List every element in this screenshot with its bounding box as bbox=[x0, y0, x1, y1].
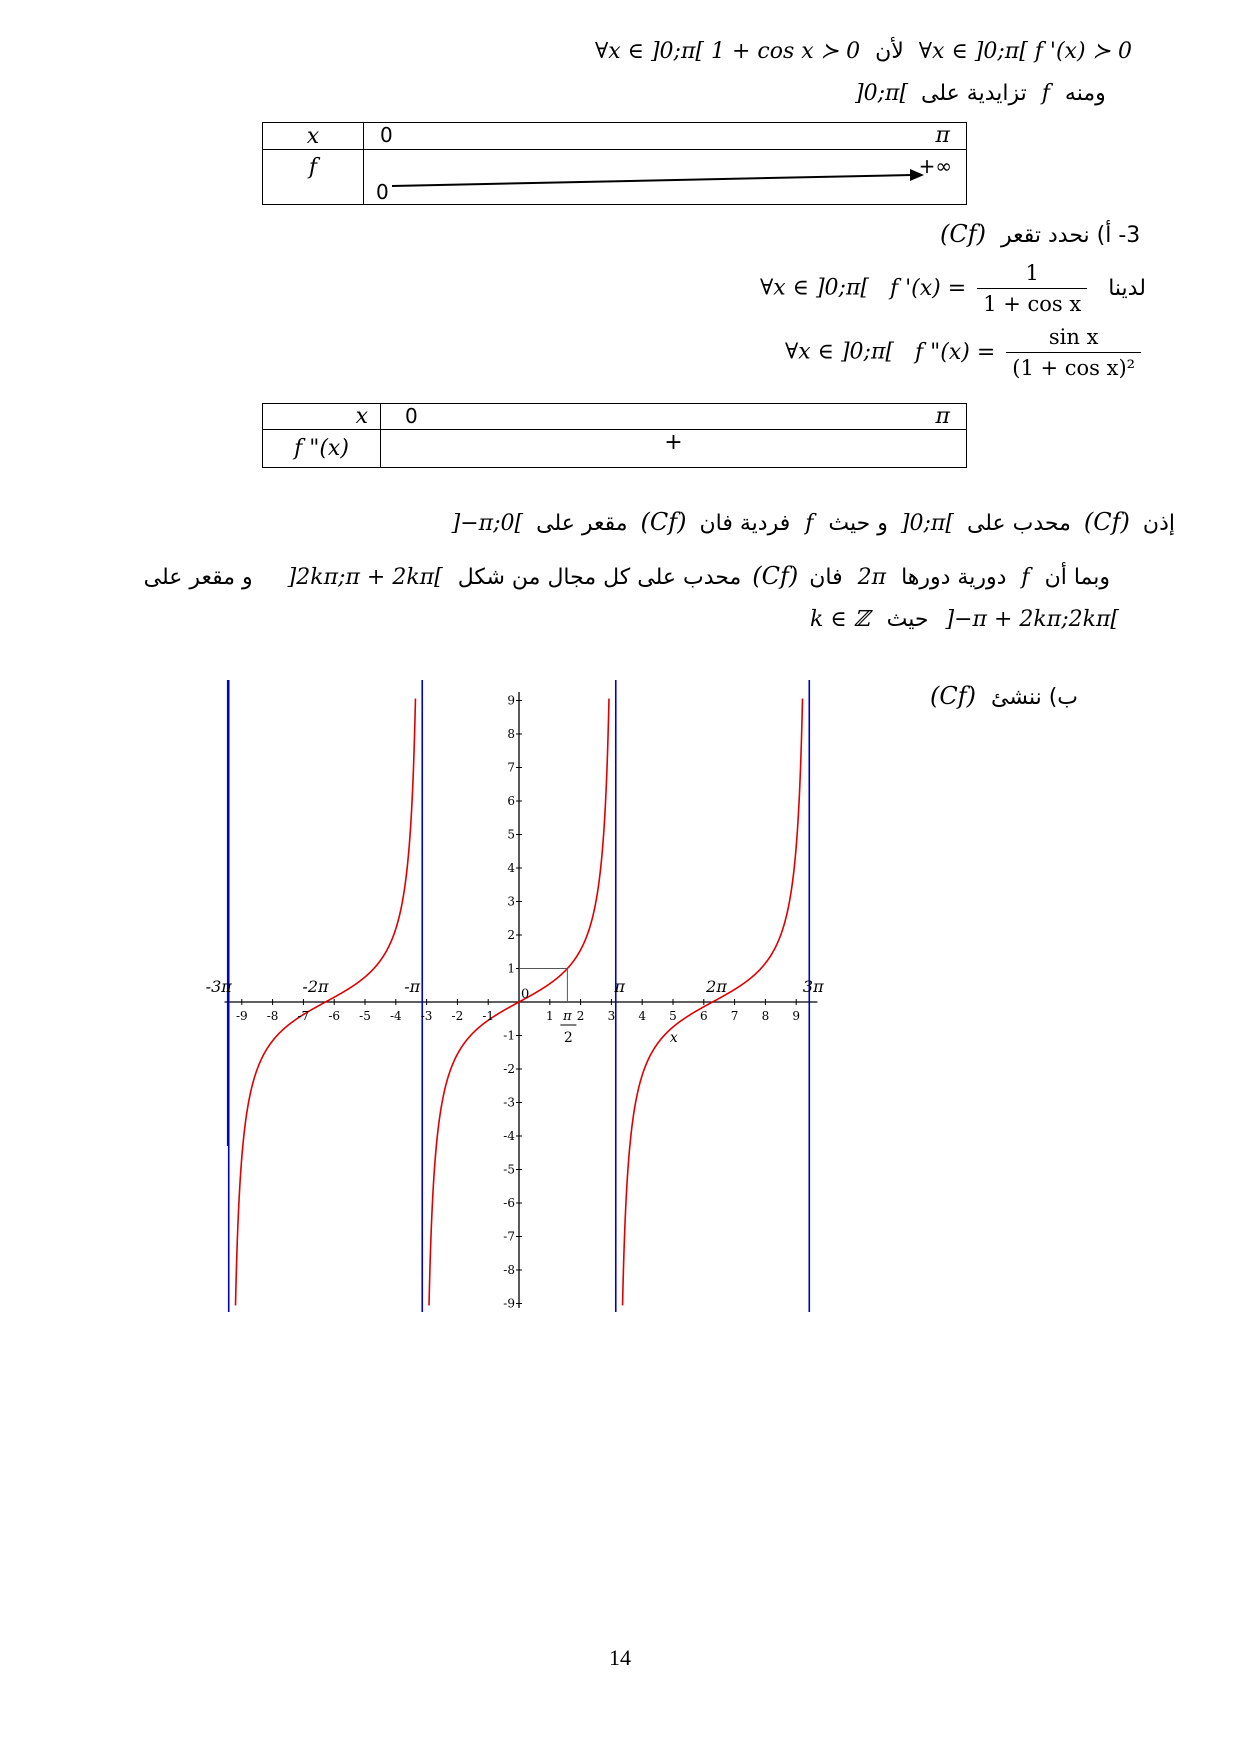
f-end-value: +∞ bbox=[918, 154, 952, 178]
interval-minus-pi-2kpi: ]−π + 2kπ;2kπ[ bbox=[945, 607, 1119, 632]
x-tick-label: 3 bbox=[607, 1009, 616, 1023]
increasing-arrow bbox=[364, 150, 964, 205]
f-symbol: f bbox=[1041, 81, 1050, 106]
x-axis-label: x bbox=[669, 1030, 678, 1046]
curve-cf: (Cf) bbox=[640, 508, 687, 536]
derivative-positive-formula: ∀x ∈ ]0;π[ f '(x) ≻ 0 bbox=[918, 39, 1132, 64]
x-end: π bbox=[935, 404, 950, 429]
x-tick-label: 2 bbox=[576, 1009, 585, 1023]
x-tick-label: -1 bbox=[482, 1009, 495, 1023]
sign-plus: + bbox=[664, 430, 683, 455]
y-tick-label: -1 bbox=[503, 1028, 515, 1043]
y-tick-label: -5 bbox=[503, 1162, 515, 1177]
y-tick-label: -9 bbox=[503, 1296, 515, 1311]
y-tick-label: -8 bbox=[503, 1263, 515, 1277]
pi-label: 2π bbox=[706, 977, 727, 996]
x-start: 0 bbox=[405, 404, 418, 428]
denominator: 1 + cos x bbox=[983, 292, 1082, 316]
x-tick-label: 8 bbox=[761, 1009, 770, 1023]
concave-on-text: مقعر على bbox=[536, 511, 628, 536]
f-label: f bbox=[308, 155, 318, 180]
fraction-sin-over-square bbox=[1006, 322, 1141, 383]
line-first-derivative bbox=[760, 258, 1146, 319]
line-concavity-title bbox=[940, 220, 1140, 250]
y-tick-label: -2 bbox=[503, 1062, 515, 1076]
x-tick-label: 9 bbox=[792, 1009, 801, 1023]
x-start: 0 bbox=[380, 123, 393, 147]
sign-table bbox=[262, 403, 967, 468]
f-start-value: 0 bbox=[376, 180, 389, 204]
plot-title-text: ب) ننشئ bbox=[991, 685, 1079, 710]
x-tick-label: -5 bbox=[359, 1009, 371, 1023]
periodic-text: دورية دورها bbox=[901, 565, 1007, 590]
page-number: 14 bbox=[609, 1645, 631, 1670]
denominator: (1 + cos x)² bbox=[1012, 356, 1136, 380]
numerator: 1 bbox=[977, 258, 1087, 289]
y-tick-label: 2 bbox=[507, 928, 515, 942]
we-have-word: لدينا bbox=[1108, 275, 1146, 301]
line-convex-concave bbox=[440, 508, 1175, 538]
y-tick-label: 4 bbox=[507, 861, 515, 875]
where-word: حيث bbox=[886, 607, 929, 632]
pi-half-denominator: 2 bbox=[563, 1030, 573, 1046]
convex-on-text: محدب على bbox=[966, 511, 1071, 536]
f-second-label: f "(x) bbox=[294, 436, 349, 461]
interval-0-pi: ]0;π[ bbox=[900, 511, 954, 536]
x-label: x bbox=[306, 123, 320, 149]
fraction-1-over-1-cos bbox=[977, 258, 1087, 319]
y-tick-label: -3 bbox=[503, 1095, 515, 1110]
line-increasing bbox=[855, 80, 1106, 108]
x-end: π bbox=[935, 123, 950, 148]
y-tick-label: -6 bbox=[503, 1196, 515, 1210]
f-symbol: f bbox=[1021, 565, 1030, 590]
concavity-title-text: 3- أ) نحدد تقعر bbox=[1001, 223, 1141, 248]
odd-then-text: فردية فان bbox=[699, 511, 791, 536]
origin-label: 0 bbox=[521, 987, 530, 1002]
x-tick-label: 4 bbox=[638, 1009, 647, 1023]
x-tick-label: 5 bbox=[669, 1009, 677, 1023]
then-word: فان bbox=[809, 565, 843, 590]
y-tick-label: 7 bbox=[507, 760, 515, 775]
y-tick-label: -7 bbox=[503, 1229, 515, 1244]
x-tick-label: 6 bbox=[699, 1009, 708, 1023]
x-tick-label: 1 bbox=[545, 1009, 554, 1023]
interval-minus-pi-0: ]−π;0[ bbox=[451, 511, 524, 536]
x-tick-label: -4 bbox=[389, 1009, 402, 1023]
x-tick-label: -8 bbox=[266, 1009, 279, 1023]
therefore-word: ومنه bbox=[1064, 81, 1106, 106]
pi-label: -3π bbox=[205, 977, 232, 996]
f-second-lhs: f "(x) = bbox=[915, 339, 996, 365]
convex-on-each-interval-text: محدب على كل مجال من شكل bbox=[457, 565, 742, 590]
y-tick-label: 1 bbox=[507, 961, 515, 976]
pi-label: π bbox=[614, 977, 626, 996]
line-derivative-sign bbox=[595, 38, 1132, 66]
curve-cf: (Cf) bbox=[940, 220, 986, 248]
increasing-text: تزايدية على bbox=[921, 81, 1027, 106]
f-symbol: f bbox=[805, 511, 814, 536]
interval-0-pi: ]0;π[ bbox=[855, 81, 909, 106]
x-tick-label: -6 bbox=[328, 1009, 341, 1023]
and-since-text: و حيث bbox=[828, 511, 888, 536]
k-integer: k ∈ ℤ bbox=[810, 607, 870, 632]
domain-formula: ∀x ∈ ]0;π[ bbox=[760, 275, 869, 301]
y-tick-label: 9 bbox=[507, 693, 515, 708]
y-tick-label: 3 bbox=[507, 894, 515, 909]
y-tick-label: -4 bbox=[503, 1129, 515, 1143]
curve-cf: (Cf) bbox=[1083, 508, 1130, 536]
x-tick-label: -7 bbox=[297, 1009, 310, 1023]
interval-2kpi: ]2kπ;π + 2kπ[ bbox=[287, 565, 443, 590]
pi-half-numerator: π bbox=[563, 1009, 572, 1024]
therefore-word: إذن bbox=[1142, 511, 1175, 536]
function-graph bbox=[200, 680, 840, 1320]
pi-label: 3π bbox=[802, 977, 824, 996]
pi-label: -2π bbox=[302, 977, 329, 996]
concave-on-text: و مقعر على bbox=[143, 565, 253, 590]
y-tick-label: 5 bbox=[507, 827, 515, 842]
line-plot-title bbox=[930, 682, 1078, 712]
period-value: 2π bbox=[857, 565, 887, 590]
domain-formula: ∀x ∈ ]0;π[ bbox=[785, 339, 894, 365]
line-k-integer bbox=[810, 606, 1119, 634]
because-word: لأن bbox=[875, 39, 904, 64]
y-tick-label: 6 bbox=[507, 794, 515, 808]
numerator: sin x bbox=[1006, 322, 1141, 353]
x-tick-label: -2 bbox=[451, 1009, 464, 1023]
pi-label: -π bbox=[404, 977, 421, 996]
line-periodic bbox=[143, 562, 1110, 592]
x-tick-label: -3 bbox=[420, 1009, 433, 1023]
curve-cf: (Cf) bbox=[752, 562, 799, 590]
and-since-text: وبما أن bbox=[1044, 565, 1110, 590]
curve-cf: (Cf) bbox=[930, 682, 976, 710]
x-tick-label: -9 bbox=[235, 1009, 248, 1023]
line-second-derivative bbox=[785, 322, 1145, 383]
variation-table bbox=[262, 122, 967, 205]
f-prime-lhs: f '(x) = bbox=[890, 275, 967, 301]
condition-formula: ∀x ∈ ]0;π[ 1 + cos x ≻ 0 bbox=[595, 39, 861, 64]
x-tick-label: 7 bbox=[730, 1009, 739, 1023]
y-tick-label: 8 bbox=[507, 727, 515, 741]
x-label: x bbox=[355, 404, 368, 429]
